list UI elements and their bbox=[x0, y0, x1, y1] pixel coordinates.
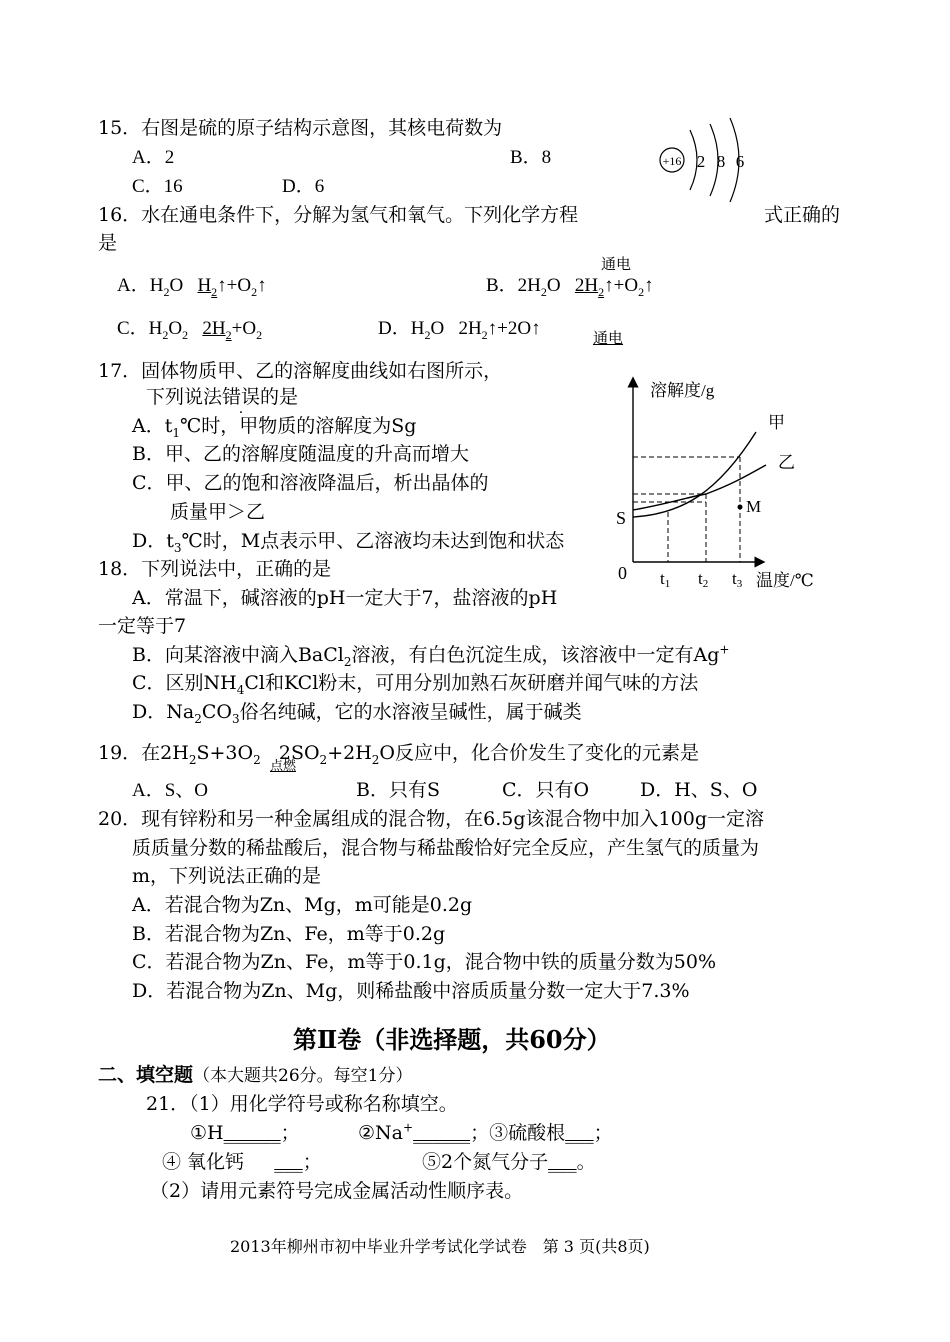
s-label: S bbox=[616, 508, 627, 528]
q21-item-2-3: ②Na+______；③硫酸根___； bbox=[358, 1120, 613, 1144]
q16-option-b: B．$2H_2O$ $2H_2↑+O_2↑$ bbox=[486, 275, 654, 299]
solubility-chart bbox=[608, 372, 830, 594]
q17-stem-2: 下列说法错误的是 bbox=[146, 386, 299, 408]
q20-option-d: D．若混合物为Zn、Mg，则稀盐酸中溶质质量分数一定大于7.3% bbox=[132, 980, 690, 1002]
m-label: M bbox=[746, 497, 762, 516]
q17-option-b: B．甲、乙的溶解度随温度的升高而增大 bbox=[132, 443, 469, 465]
q19-option-d: D．H、S、O bbox=[640, 779, 758, 801]
part-2-title: 第Ⅱ卷（非选择题，共60分） bbox=[293, 1025, 611, 1054]
q21-item-5: ⑤2个氮气分子___。 bbox=[422, 1151, 596, 1173]
origin-label: 0 bbox=[618, 563, 627, 583]
q15-option-a: A．2 bbox=[132, 147, 175, 168]
q19-stem: 19．在$2H_2S+3O_2$ $2SO_2+2H_2O$反应中，化合价发生了变化的元素是 bbox=[98, 742, 699, 767]
q16-stem: 16．水在通电条件下，分解为氢气和氧气。下列化学方程 bbox=[98, 204, 579, 226]
shell-count-2: 8 bbox=[716, 152, 726, 171]
x-axis-label: 温度/℃ bbox=[756, 571, 814, 590]
q17-option-c-cont: 质量甲＞乙 bbox=[170, 501, 266, 523]
q18-option-c: C．区别$NH_4Cl$和KCl粉末，可用分别加熟石灰研磨并闻气味的方法 bbox=[132, 672, 699, 697]
q15-stem: 15．右图是硫的原子结构示意图，其核电荷数为 bbox=[98, 117, 503, 139]
q16-b-condition: 通电 bbox=[601, 255, 632, 273]
shell-count-3: 6 bbox=[735, 152, 745, 171]
y-axis-label: 溶解度/g bbox=[650, 381, 715, 400]
q21-item-4: ④ 氧化钙 ___； bbox=[162, 1151, 322, 1173]
nucleus-label: +16 bbox=[662, 154, 682, 168]
q18-option-b: B．向某溶液中滴入BaCl$_2$溶液，有白色沉淀生成，该溶液中一定有Ag+ bbox=[132, 642, 730, 669]
q16-option-c: C．$H_2O_2$ $2H_2+O_2$ bbox=[117, 318, 263, 342]
q19-condition: 点燃 bbox=[270, 759, 297, 774]
section-2-heading: 二、填空题（本大题共26分。每空1分） bbox=[98, 1064, 413, 1086]
point-m bbox=[738, 505, 743, 510]
q21-stem: 21．（1）用化学符号或称名称填空。 bbox=[146, 1093, 458, 1115]
tick-t3: t3 bbox=[732, 569, 743, 590]
page-footer: 2013年柳州市初中毕业升学考试化学试卷 第 3 页(共8页) bbox=[230, 1237, 650, 1256]
q19-option-c: C．只有O bbox=[502, 779, 590, 801]
q15-option-b: B．8 bbox=[510, 147, 552, 168]
q18-option-d: D．$Na_2CO_3$俗名纯碱，它的水溶液呈碱性，属于碱类 bbox=[132, 701, 582, 726]
q21-part-2: （2）请用元素符号完成金属活动性顺序表。 bbox=[150, 1180, 524, 1202]
curve-jia bbox=[633, 432, 756, 517]
q16-option-d: D．$H_2O$ $2H_2↑+2O↑$ bbox=[378, 318, 541, 342]
q16-stem-end: 是 bbox=[98, 232, 118, 254]
q20-option-a: A．若混合物为Zn、Mg，m可能是0.2g bbox=[132, 894, 473, 916]
q15-option-d: D．6 bbox=[282, 176, 325, 197]
q18-option-a: A．常温下，碱溶液的pH一定大于7，盐溶液的pH bbox=[132, 587, 558, 609]
q16-stem-cont: 式正确的 bbox=[764, 204, 841, 226]
q20-option-b: B．若混合物为Zn、Fe，m等于0.2g bbox=[132, 923, 446, 945]
shell-count-1: 2 bbox=[696, 152, 706, 171]
q16-d-condition: 通电 bbox=[593, 329, 624, 347]
q20-stem: 20．现有锌粉和另一种金属组成的混合物，在6.5g该混合物中加入100g一定溶 bbox=[98, 808, 764, 830]
q17-option-d: D．$t_3℃$时，M点表示甲、乙溶液均未达到饱和状态 bbox=[132, 530, 565, 555]
q20-option-c: C．若混合物为Zn、Fe，m等于0.1g，混合物中铁的质量分数为50% bbox=[132, 951, 716, 973]
tick-t1: t1 bbox=[660, 569, 671, 590]
q17-option-a: A．$t_1℃$时，甲物质的溶解度为Sg bbox=[132, 415, 417, 440]
q18-option-a-cont: 一定等于7 bbox=[98, 615, 187, 637]
sulfur-atom-diagram bbox=[650, 112, 760, 204]
q21-item-1: ①H______； bbox=[190, 1122, 300, 1144]
q20-stem-3: m，下列说法正确的是 bbox=[132, 865, 322, 887]
curve-jia-label: 甲 bbox=[768, 413, 785, 432]
q17-stem: 17．固体物质甲、乙的溶解度曲线如右图所示， bbox=[98, 360, 503, 382]
q19-option-b: B．只有S bbox=[356, 779, 440, 801]
q18-stem: 18．下列说法中，正确的是 bbox=[98, 558, 332, 580]
q15-option-c: C．16 bbox=[132, 176, 183, 197]
q20-stem-2: 质质量分数的稀盐酸后，混合物与稀盐酸恰好完全反应，产生氢气的质量为 bbox=[132, 837, 760, 859]
q19-option-a: A．S、O bbox=[132, 780, 209, 801]
q17-option-c: C．甲、乙的饱和溶液降温后，析出晶体的 bbox=[132, 472, 489, 494]
curve-yi-label: 乙 bbox=[778, 453, 795, 472]
tick-t2: t2 bbox=[698, 569, 709, 590]
q16-option-a: A．$H_2O$ $H_2↑+O_2↑$ bbox=[117, 275, 267, 299]
